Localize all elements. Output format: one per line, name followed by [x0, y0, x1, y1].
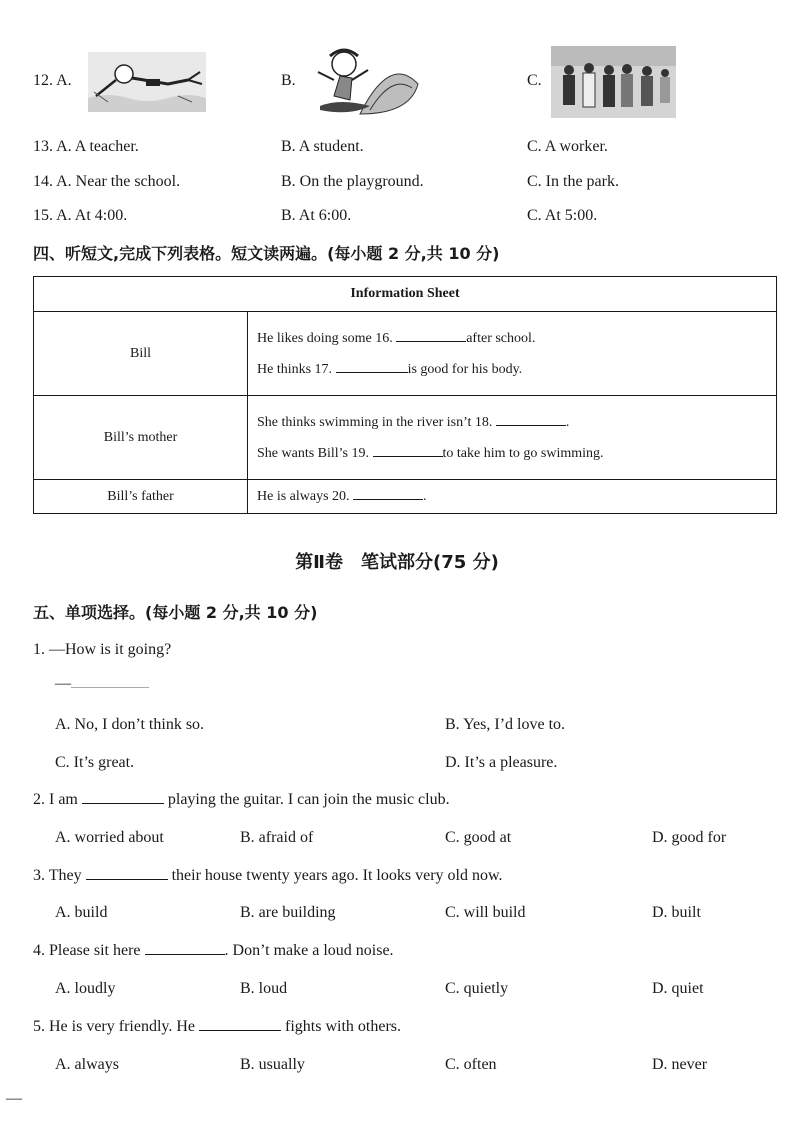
part-2-title: 第Ⅱ卷 笔试部分(75 分): [295, 552, 499, 573]
blank-line-20: He is always 20. .: [257, 488, 427, 504]
blank-line-16: He likes doing some 16. after school.: [257, 330, 536, 346]
q14-option-b: B. On the playground.: [281, 173, 424, 190]
row-description: [248, 480, 777, 514]
question-3-stem: 3. They their house twenty years ago. It looks very old now.: [33, 867, 503, 884]
answer-blank[interactable]: [82, 803, 164, 804]
row-description: [248, 312, 777, 396]
blank-line-18: She thinks swimming in the river isn’t 18. .: [257, 414, 570, 430]
q5-option-b[interactable]: B. usually: [240, 1056, 305, 1073]
q2-option-d[interactable]: D. good for: [652, 829, 727, 846]
table-header: Information Sheet: [34, 277, 777, 312]
table-row: [34, 396, 777, 480]
q5-option-c[interactable]: C. often: [445, 1056, 497, 1073]
information-sheet-table: [33, 276, 777, 514]
answer-blank[interactable]: [496, 425, 566, 426]
question-1-stem: 1. —How is it going?: [33, 641, 172, 658]
question-5-stem: 5. He is very friendly. He fights with others.: [33, 1018, 402, 1035]
q2-option-c[interactable]: C. good at: [445, 829, 512, 846]
q15-option-c: C. At 5:00.: [527, 207, 598, 224]
q4-option-c[interactable]: C. quietly: [445, 980, 509, 997]
q14-option-c: C. In the park.: [527, 173, 619, 190]
q2-option-b[interactable]: B. afraid of: [240, 829, 314, 846]
answer-blank[interactable]: [86, 879, 168, 880]
q2-option-a[interactable]: A. worried about: [55, 829, 164, 846]
question-2-stem: 2. I am playing the guitar. I can join the music club.: [33, 791, 450, 808]
section-5-title: 五、单项选择。(每小题 2 分,共 10 分): [33, 603, 318, 622]
q3-option-b[interactable]: B. are building: [240, 904, 336, 921]
page-edge-mark: —: [6, 1090, 22, 1107]
q13-option-a: 13. A. A teacher.: [33, 138, 139, 155]
q3-option-a[interactable]: A. build: [55, 904, 108, 921]
q5-option-d[interactable]: D. never: [652, 1056, 708, 1073]
table-row: [34, 312, 777, 396]
blank-line-19: She wants Bill’s 19. to take him to go swimming.: [257, 445, 604, 461]
q14-option-a: 14. A. Near the school.: [33, 173, 181, 190]
row-name: Bill: [34, 312, 248, 396]
q3-option-c[interactable]: C. will build: [445, 904, 526, 921]
answer-blank[interactable]: [336, 372, 408, 373]
q4-option-d[interactable]: D. quiet: [652, 980, 704, 997]
table-row: [34, 480, 777, 514]
row-description: [248, 396, 777, 480]
answer-blank[interactable]: [396, 341, 466, 342]
swimming-boy-picture: [88, 52, 206, 112]
q1-option-b[interactable]: B. Yes, I’d love to.: [445, 716, 566, 733]
answer-blank[interactable]: [71, 687, 149, 688]
q12-number: 12. A.: [33, 72, 72, 89]
q1-option-a[interactable]: A. No, I don’t think so.: [55, 716, 205, 733]
q12-option-b-label: B.: [281, 72, 296, 89]
q4-option-b[interactable]: B. loud: [240, 980, 288, 997]
question-4-stem: 4. Please sit here . Don’t make a loud noise.: [33, 942, 394, 959]
q3-option-d[interactable]: D. built: [652, 904, 701, 921]
row-name: Bill’s father: [34, 480, 248, 514]
group-photo-picture: [551, 46, 676, 118]
answer-blank[interactable]: [199, 1030, 281, 1031]
q4-option-a[interactable]: A. loudly: [55, 980, 116, 997]
q1-option-d[interactable]: D. It’s a pleasure.: [445, 754, 558, 771]
row-name: Bill’s mother: [34, 396, 248, 480]
answer-blank[interactable]: [353, 499, 423, 500]
q15-option-a: 15. A. At 4:00.: [33, 207, 128, 224]
girl-surfing-picture: [300, 44, 420, 120]
answer-blank[interactable]: [373, 456, 443, 457]
section-4-title: 四、听短文,完成下列表格。短文读两遍。(每小题 2 分,共 10 分): [33, 244, 500, 263]
q5-option-a[interactable]: A. always: [55, 1056, 119, 1073]
q15-option-b: B. At 6:00.: [281, 207, 352, 224]
q13-option-b: B. A student.: [281, 138, 364, 155]
blank-line-17: He thinks 17. is good for his body.: [257, 361, 523, 377]
q13-option-c: C. A worker.: [527, 138, 608, 155]
question-1-reply: —: [55, 675, 149, 693]
q12-option-c-label: C.: [527, 72, 542, 89]
q1-option-c[interactable]: C. It’s great.: [55, 754, 135, 771]
answer-blank[interactable]: [145, 954, 225, 955]
